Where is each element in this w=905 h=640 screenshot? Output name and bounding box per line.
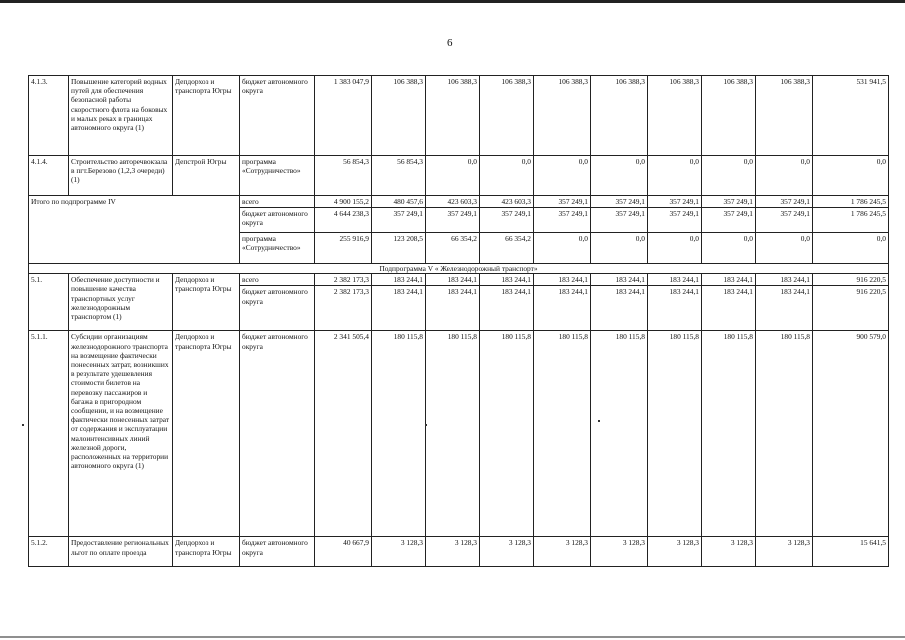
- amount-cell: 180 115,8: [756, 331, 813, 537]
- amount-cell: 0,0: [756, 156, 813, 196]
- measure-name: Предоставление региональных льгот по оплате проезда: [69, 537, 173, 567]
- amount-cell: 357 249,1: [426, 208, 480, 233]
- amount-cell: 357 249,1: [648, 208, 702, 233]
- amount-cell: 180 115,8: [702, 331, 756, 537]
- amount-cell: 2 382 173,3: [315, 274, 372, 286]
- funding-source: бюджет автономного округа: [240, 286, 315, 331]
- table-row: [29, 537, 889, 567]
- amount-cell: 106 388,3: [426, 76, 480, 156]
- amount-cell: 106 388,3: [591, 76, 648, 156]
- amount-cell: 106 388,3: [534, 76, 591, 156]
- amount-cell: 15 641,5: [813, 537, 889, 567]
- funding-source: всего: [240, 274, 315, 286]
- amount-cell: 183 244,1: [756, 274, 813, 286]
- amount-cell: 180 115,8: [372, 331, 426, 537]
- funding-source: бюджет автономного округа: [240, 537, 315, 567]
- financing-table: [28, 75, 889, 567]
- amount-cell: 66 354,2: [480, 233, 534, 264]
- amount-cell: 357 249,1: [372, 208, 426, 233]
- amount-cell: 4 900 155,2: [315, 196, 372, 208]
- amount-cell: 180 115,8: [426, 331, 480, 537]
- amount-cell: 106 388,3: [372, 76, 426, 156]
- amount-cell: 900 579,0: [813, 331, 889, 537]
- amount-cell: 357 249,1: [591, 208, 648, 233]
- amount-cell: 916 220,5: [813, 286, 889, 331]
- scan-speck: [22, 424, 24, 426]
- amount-cell: 66 354,2: [426, 233, 480, 264]
- amount-cell: 3 128,3: [480, 537, 534, 567]
- page-number: 6: [447, 37, 453, 49]
- amount-cell: 106 388,3: [648, 76, 702, 156]
- row-code: 5.1.: [29, 274, 69, 331]
- amount-cell: 56 854,3: [372, 156, 426, 196]
- amount-cell: 3 128,3: [534, 537, 591, 567]
- executor: Депдорхоз и транспорта Югры: [173, 331, 240, 537]
- amount-cell: 0,0: [591, 233, 648, 264]
- amount-cell: 423 603,3: [480, 196, 534, 208]
- amount-cell: 0,0: [648, 233, 702, 264]
- amount-cell: 106 388,3: [756, 76, 813, 156]
- amount-cell: 183 244,1: [372, 286, 426, 331]
- funding-source: всего: [240, 196, 315, 208]
- amount-cell: 183 244,1: [756, 286, 813, 331]
- row-code: 5.1.2.: [29, 537, 69, 567]
- top-border-line: [0, 0, 905, 3]
- amount-cell: 183 244,1: [480, 274, 534, 286]
- amount-cell: 180 115,8: [648, 331, 702, 537]
- amount-cell: 357 249,1: [648, 196, 702, 208]
- amount-cell: 183 244,1: [534, 286, 591, 331]
- funding-source: программа «Сотрудничество»: [240, 233, 315, 264]
- amount-cell: 183 244,1: [480, 286, 534, 331]
- amount-cell: 480 457,6: [372, 196, 426, 208]
- amount-cell: 0,0: [756, 233, 813, 264]
- amount-cell: 357 249,1: [591, 196, 648, 208]
- amount-cell: 0,0: [591, 156, 648, 196]
- funding-source: бюджет автономного округа: [240, 208, 315, 233]
- amount-cell: 357 249,1: [534, 196, 591, 208]
- measure-name: Субсидии организациям железнодорожного транспорта на возмещение фактически понесенных затрат, возникших в результате удешевления стоимости билетов на перевозку пассажиров и багажа в пригородном сообщении, и на возмещение фактически понесенных затрат от содержания и эксплуатации малоинтенсивных линий железной дороги, расположенных на территории автономного округа (1): [69, 331, 173, 537]
- executor: Депстрой Югры: [173, 156, 240, 196]
- amount-cell: 3 128,3: [426, 537, 480, 567]
- row-code: 4.1.4.: [29, 156, 69, 196]
- amount-cell: 357 249,1: [702, 208, 756, 233]
- amount-cell: 183 244,1: [702, 286, 756, 331]
- total-label: Итого по подпрограмме IV: [29, 196, 240, 264]
- amount-cell: 357 249,1: [534, 208, 591, 233]
- amount-cell: 183 244,1: [591, 286, 648, 331]
- amount-cell: 183 244,1: [372, 274, 426, 286]
- amount-cell: 183 244,1: [702, 274, 756, 286]
- amount-cell: 1 786 245,5: [813, 196, 889, 208]
- funding-source: бюджет автономного округа: [240, 76, 315, 156]
- amount-cell: 183 244,1: [648, 274, 702, 286]
- amount-cell: 183 244,1: [591, 274, 648, 286]
- amount-cell: 0,0: [534, 233, 591, 264]
- scan-speck: [598, 420, 600, 422]
- amount-cell: 357 249,1: [756, 208, 813, 233]
- amount-cell: 3 128,3: [372, 537, 426, 567]
- amount-cell: 0,0: [702, 156, 756, 196]
- amount-cell: 255 916,9: [315, 233, 372, 264]
- funding-source: бюджет автономного округа: [240, 331, 315, 537]
- amount-cell: 0,0: [426, 156, 480, 196]
- amount-cell: 0,0: [534, 156, 591, 196]
- executor: Депдорхоз и транспорта Югры: [173, 76, 240, 156]
- amount-cell: 0,0: [813, 156, 889, 196]
- amount-cell: 4 644 238,3: [315, 208, 372, 233]
- table-row: [29, 156, 889, 196]
- amount-cell: 180 115,8: [480, 331, 534, 537]
- bottom-border-line: [0, 636, 905, 638]
- funding-source: программа «Сотрудничество»: [240, 156, 315, 196]
- amount-cell: 1 786 245,5: [813, 208, 889, 233]
- amount-cell: 183 244,1: [534, 274, 591, 286]
- amount-cell: 0,0: [813, 233, 889, 264]
- amount-cell: 56 854,3: [315, 156, 372, 196]
- scan-speck: [425, 424, 427, 426]
- table-row: [29, 76, 889, 156]
- amount-cell: 106 388,3: [480, 76, 534, 156]
- amount-cell: 357 249,1: [480, 208, 534, 233]
- amount-cell: 183 244,1: [648, 286, 702, 331]
- amount-cell: 3 128,3: [591, 537, 648, 567]
- amount-cell: 916 220,5: [813, 274, 889, 286]
- amount-cell: 106 388,3: [702, 76, 756, 156]
- measure-name: Повышение категорий водных путей для обеспечения безопасной работы скоростного флота на боковых и малых реках в границах автономного округа (1): [69, 76, 173, 156]
- amount-cell: 3 128,3: [702, 537, 756, 567]
- amount-cell: 1 383 047,9: [315, 76, 372, 156]
- amount-cell: 2 382 173,3: [315, 286, 372, 331]
- amount-cell: 180 115,8: [591, 331, 648, 537]
- amount-cell: 180 115,8: [534, 331, 591, 537]
- amount-cell: 2 341 505,4: [315, 331, 372, 537]
- amount-cell: 357 249,1: [756, 196, 813, 208]
- amount-cell: 0,0: [648, 156, 702, 196]
- executor: Депдорхоз и транспорта Югры: [173, 274, 240, 331]
- amount-cell: 357 249,1: [702, 196, 756, 208]
- measure-name: Строительство авторечвокзала в пгт.Березово (1,2,3 очереди) (1): [69, 156, 173, 196]
- table-row: [29, 264, 889, 274]
- executor: Депдорхоз и транспорта Югры: [173, 537, 240, 567]
- row-code: 5.1.1.: [29, 331, 69, 537]
- amount-cell: 0,0: [480, 156, 534, 196]
- amount-cell: 183 244,1: [426, 286, 480, 331]
- table-row: [29, 196, 889, 208]
- measure-name: Обеспечение доступности и повышение качества транспортных услуг железнодорожным транспортом (1): [69, 274, 173, 331]
- amount-cell: 123 208,5: [372, 233, 426, 264]
- amount-cell: 3 128,3: [756, 537, 813, 567]
- amount-cell: 531 941,5: [813, 76, 889, 156]
- table-row: [29, 274, 889, 286]
- subprogram-title: Подпрограмма V « Железнодорожный транспорт»: [29, 264, 889, 274]
- amount-cell: 40 667,9: [315, 537, 372, 567]
- amount-cell: 183 244,1: [426, 274, 480, 286]
- amount-cell: 423 603,3: [426, 196, 480, 208]
- table-row: [29, 331, 889, 537]
- amount-cell: 3 128,3: [648, 537, 702, 567]
- row-code: 4.1.3.: [29, 76, 69, 156]
- amount-cell: 0,0: [702, 233, 756, 264]
